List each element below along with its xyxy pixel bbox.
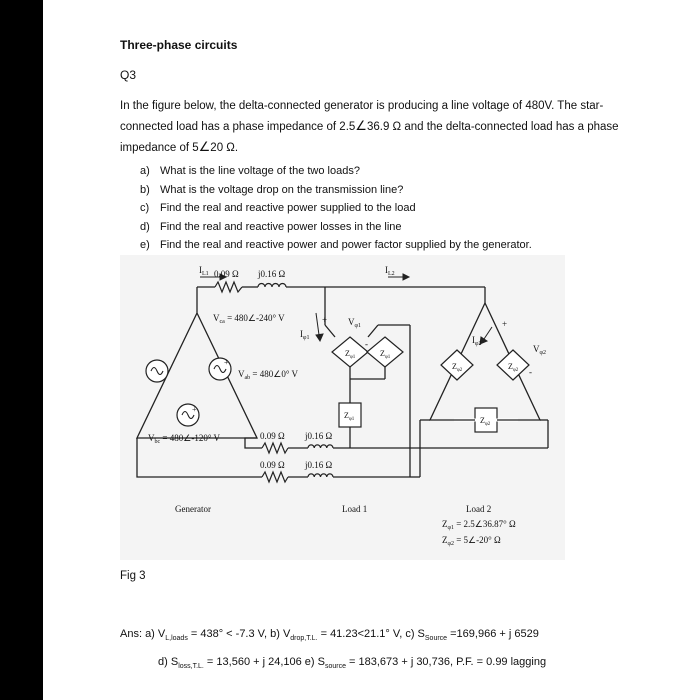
- line-resistance-label: 0.09 Ω: [260, 431, 285, 441]
- line-reactance-label: j0.16 Ω: [258, 269, 286, 279]
- svg-text:Zφ1: $Z_{\varphi 1}$: [345, 349, 356, 360]
- line-reactance-label: j0.16 Ω: [305, 460, 333, 470]
- question-number: Q3: [120, 68, 137, 82]
- list-item: e) Find the real and reactive power and power factor supplied by the generator.: [140, 239, 532, 251]
- svg-text:Zφ2: $Z_{\varphi 2}$: [480, 416, 491, 427]
- figure-label: Fig 3: [120, 570, 146, 582]
- problem-line-2: connected load has a phase impedance of 2.5∠36.9 Ω and the delta-connected load has a phase: [120, 118, 619, 133]
- phase-current-label-1: $I_{\varphi 1}$: [300, 329, 310, 341]
- load2-label: Load 2: [466, 504, 492, 514]
- document-title: Three-phase circuits: [120, 38, 238, 52]
- left-black-margin: [0, 0, 43, 700]
- svg-text:-: -: [529, 367, 532, 377]
- z2-value: $Z_{\varphi 2}$ = 5∠-20° Ω: [442, 535, 501, 547]
- line-current-label-2: $I_{L2}$: [385, 265, 395, 277]
- svg-text:-: -: [365, 339, 368, 349]
- vbc-label: $V_{bc}$ = 480∠-120° V: [148, 433, 220, 445]
- svg-text:Zφ2: $Z_{\varphi 2}$: [452, 362, 463, 373]
- phase-current-label-2: $I_{\varphi 2}$: [472, 335, 482, 347]
- vab-label: $V_{ab}$ = 480∠0° V: [238, 369, 299, 381]
- z1-value: $Z_{\varphi 1}$ = 2.5∠36.87° Ω: [442, 519, 516, 531]
- list-item: c) Find the real and reactive power supplied to the load: [140, 202, 416, 214]
- list-item: a) What is the line voltage of the two loads?: [140, 165, 360, 177]
- answers-line-2: d) $S_{loss,T.L.} = 13,560 + j$ 24,106 e) $S_{source} = 183,673 + j$ 30,736, P.F. = 0.99 lagging: [158, 656, 547, 671]
- vca-label: $V_{ca}$ = 480∠-240° V: [213, 313, 285, 325]
- problem-line-1: In the figure below, the delta-connected generator is producing a line voltage of 480V. The star-: [120, 100, 604, 112]
- svg-text:+: +: [322, 315, 328, 325]
- svg-text:+: +: [224, 358, 229, 367]
- angle-symbol-icon: ∠: [355, 118, 367, 133]
- line-resistance-label: 0.09 Ω: [214, 269, 239, 279]
- angle-symbol-icon: ∠: [198, 139, 211, 154]
- line-current-label-1: $I_{L1}$: [199, 265, 209, 277]
- list-item: b) What is the voltage drop on the transmission line?: [140, 183, 404, 196]
- svg-text:Zφ1: $Z_{\varphi 1}$: [344, 411, 355, 422]
- problem-line-3: impedance of 5∠20 Ω.: [120, 139, 239, 154]
- problem-statement: [120, 96, 640, 158]
- list-item: d) Find the real and reactive power losses in the line: [140, 220, 402, 233]
- answers-line-1: Ans: a) $V_{L,loads} = 438^\circ < -7.3$ V, b) $V_{drop,T.L.} = 41.23<21.1^\circ$ V, c) $S_{Source} =169,966 + j$ 6529: [120, 628, 539, 643]
- load1-label: Load 1: [342, 504, 368, 514]
- phase-voltage-label-1: $V_{\varphi 1}$: [348, 317, 361, 329]
- phase-voltage-label-2: $V_{\varphi 2}$: [533, 344, 546, 356]
- question-parts-list: [140, 162, 532, 255]
- svg-text:+: +: [192, 405, 197, 414]
- generator-label: Generator: [175, 504, 211, 514]
- line-reactance-label: j0.16 Ω: [305, 431, 333, 441]
- circuit-diagram: [120, 255, 565, 560]
- svg-text:Zφ1: $Z_{\varphi 1}$: [380, 349, 391, 360]
- svg-text:+: +: [502, 319, 508, 329]
- line-resistance-label: 0.09 Ω: [260, 460, 285, 470]
- svg-text:Zφ2: $Z_{\varphi 2}$: [508, 362, 519, 373]
